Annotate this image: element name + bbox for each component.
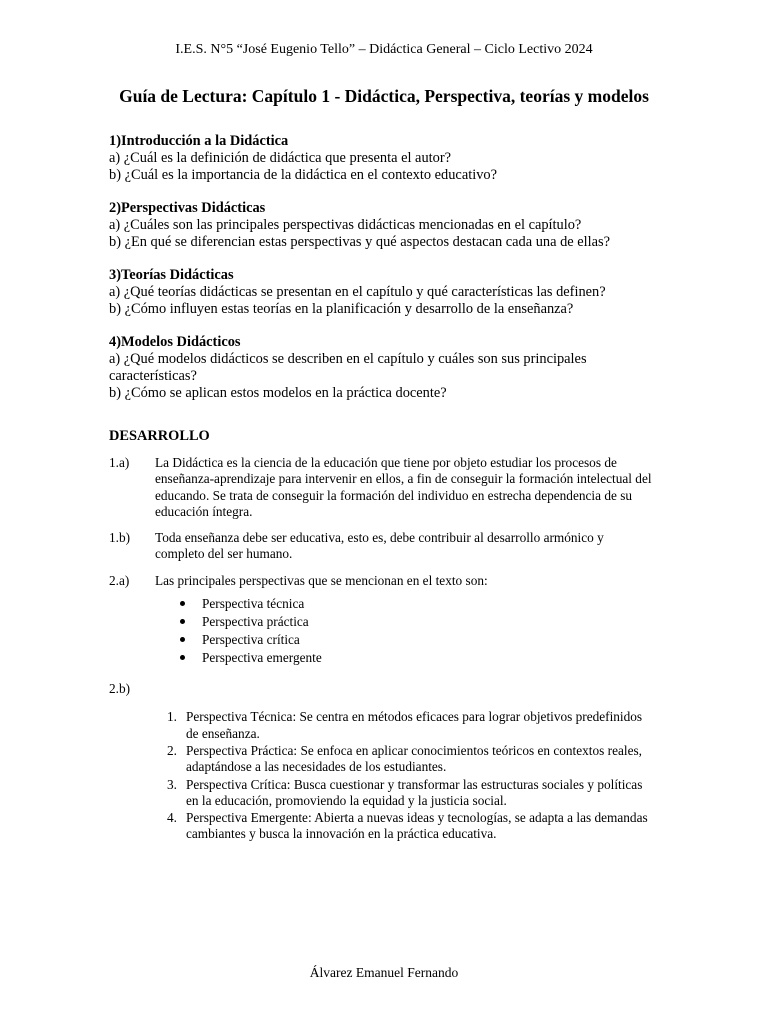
page-title: Guía de Lectura: Capítulo 1 - Didáctica, Perspectiva, teorías y modelos [119,86,649,106]
perspectives-list [109,595,654,667]
answer-text: La Didáctica es la ciencia de la educación que tiene por objeto estudiar los procesos de enseñanza-aprendizaje para intervenir en ellos, a fin de conseguir la formación intelectual del educando. Se trata de conseguir la formación del individuo en estrecha dependencia de su educación íntegra. [155,455,652,519]
page-header: I.E.S. N°5 “José Eugenio Tello” – Didáctica General – Ciclo Lectivo 2024 [175,42,593,57]
item-number: 1. [167,709,177,725]
section-introduction [109,133,669,184]
section-perspectives [109,200,669,251]
answer-label: 1.a) [109,455,130,470]
answer-2a [109,573,654,589]
question-item: a) ¿Qué teorías didácticas se presentan en el capítulo y qué características las definen? [109,284,606,300]
list-item: Perspectiva crítica [202,631,654,649]
list-item [155,777,654,810]
answer-text: Las principales perspectivas que se mencionan en el texto son: [155,572,488,588]
question-item: b) ¿Cómo influyen estas teorías en la planificación y desarrollo de la enseñanza? [109,301,574,317]
list-item: Perspectiva práctica [202,613,654,631]
list-item: Perspectiva emergente [202,649,654,667]
answer-label: 1.b) [109,530,131,546]
item-text: Perspectiva Emergente: Abierta a nuevas ideas y tecnologías, se adapta a las demandas cambiantes y busca la innovación en la práctica educativa. [186,810,648,842]
item-number: 4. [167,810,177,826]
list-item: Perspectiva técnica [202,595,654,613]
item-number: 2. [167,742,177,758]
question-item: b) ¿En qué se diferencian estas perspectivas y qué aspectos destacan cada una de ellas? [109,234,611,250]
reading-guide-questions [109,133,669,418]
question-item: b) ¿Cómo se aplican estos modelos en la práctica docente? [109,385,447,401]
section-heading: 3)Teorías Didácticas [109,267,234,283]
item-text: Perspectiva Crítica: Busca cuestionar y transformar las estructuras sociales y políticas en la educación, promoviendo la equidad y la justicia social. [186,776,643,808]
list-item [155,709,654,742]
question-item: b) ¿Cuál es la importancia de la didáctica en el contexto educativo? [109,167,497,183]
section-models [109,334,669,402]
list-item [155,810,654,843]
question-item: a) ¿Cuál es la definición de didáctica que presenta el autor? [109,150,452,166]
item-number: 3. [167,776,177,792]
answer-text: Toda enseñanza debe ser educativa, esto es, debe contribuir al desarrollo armónico y completo del ser humano. [155,530,604,562]
perspectives-numbered-list [109,709,654,842]
question-item: a) ¿Cuáles son las principales perspectivas didácticas mencionadas en el capítulo? [109,217,582,233]
section-heading: 2)Perspectivas Didácticas [109,200,266,216]
answer-2b-label: 2.b) [109,681,131,697]
page-footer-author: Álvarez Emanuel Fernando [309,965,459,980]
development-section [109,455,654,844]
development-heading: DESARROLLO [109,428,210,444]
question-item: a) ¿Qué modelos didácticos se describen en el capítulo y cuáles son sus principales características? [109,351,587,384]
answer-1a [109,455,654,520]
section-heading: 1)Introducción a la Didáctica [109,133,289,149]
item-text: Perspectiva Técnica: Se centra en métodos eficaces para lograr objetivos predefinidos de enseñanza. [186,709,643,741]
item-text: Perspectiva Práctica: Se enfoca en aplicar conocimientos teóricos en contextos reales, adaptándose a las necesidades de los estudiantes. [186,742,642,775]
section-theories [109,267,669,318]
list-item [155,743,654,776]
section-heading: 4)Modelos Didácticos [109,334,241,350]
answer-1b [109,530,654,563]
answer-label: 2.a) [109,572,130,588]
